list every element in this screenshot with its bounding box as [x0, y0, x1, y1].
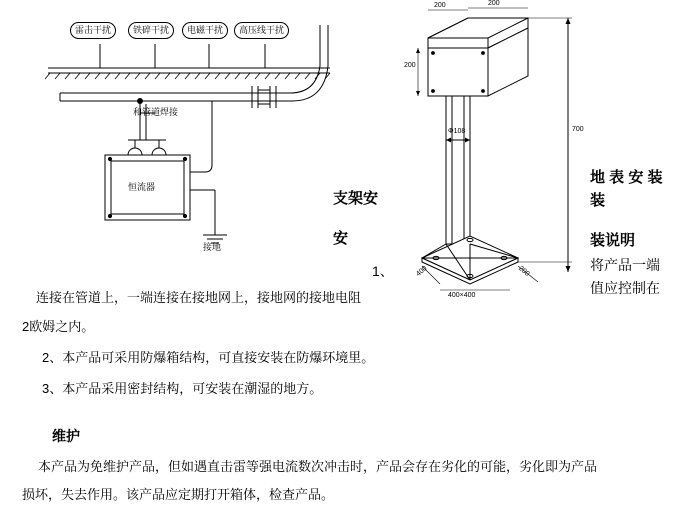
maintenance-title: 维护	[52, 428, 80, 444]
maintenance-line-1: 本产品为免维护产品，但如遇直击雷等强电流数次冲击时，产品会存在劣化的可能，劣化即为产品	[38, 459, 598, 474]
body-line-3: 2、本产品可采用防爆箱结构，可直接安装在防爆环境里。	[42, 350, 375, 365]
dim-box-height: 200	[404, 62, 416, 69]
ground-label: 接地	[203, 242, 222, 252]
interference-tag-1: 铁碎干扰	[128, 22, 174, 39]
dim-total-height: 700	[572, 126, 584, 133]
right-drawing-svg	[400, 0, 600, 300]
item-number-1: 1、	[372, 263, 394, 279]
weld-label: 和管道焊接	[133, 107, 179, 117]
body-line-1: 连接在管道上，一端连接在接地网上，接地网的接地电阻	[36, 290, 362, 305]
note-line-1: 将产品一端	[590, 257, 660, 273]
maintenance-line-2: 损坏，失去作用。该产品应定期打开箱体，检查产品。	[22, 487, 335, 502]
body-line-4: 3、本产品采用密封结构，可安装在潮湿的地方。	[42, 381, 323, 396]
interference-tag-2: 电磁干扰	[182, 22, 228, 39]
caption-support-install-2: 安	[333, 230, 349, 247]
dim-base-right: 200	[517, 265, 531, 278]
body-line-2: 2欧姆之内。	[22, 319, 95, 334]
caption-ground-install-2: 装	[590, 192, 606, 209]
caption-install-note: 装说明	[590, 232, 636, 249]
left-technical-drawing	[0, 0, 400, 300]
interference-tag-3: 高压线干扰	[234, 22, 289, 39]
dim-top-left: 200	[434, 2, 446, 9]
dim-base-plate: 400×400	[448, 292, 476, 299]
device-label: 恒流器	[128, 182, 156, 192]
caption-ground-install: 地 表 安 装	[590, 169, 663, 186]
caption-support-install: 支架安	[333, 190, 379, 207]
left-drawing-svg	[0, 0, 400, 300]
dim-pole-diameter: Φ108	[448, 128, 466, 135]
right-technical-drawing	[400, 0, 584, 300]
dim-base-left: 400	[415, 265, 429, 278]
note-line-2: 值应控制在	[590, 280, 660, 296]
interference-tag-0: 雷击干扰	[70, 22, 116, 39]
dim-top-right: 200	[488, 0, 500, 7]
